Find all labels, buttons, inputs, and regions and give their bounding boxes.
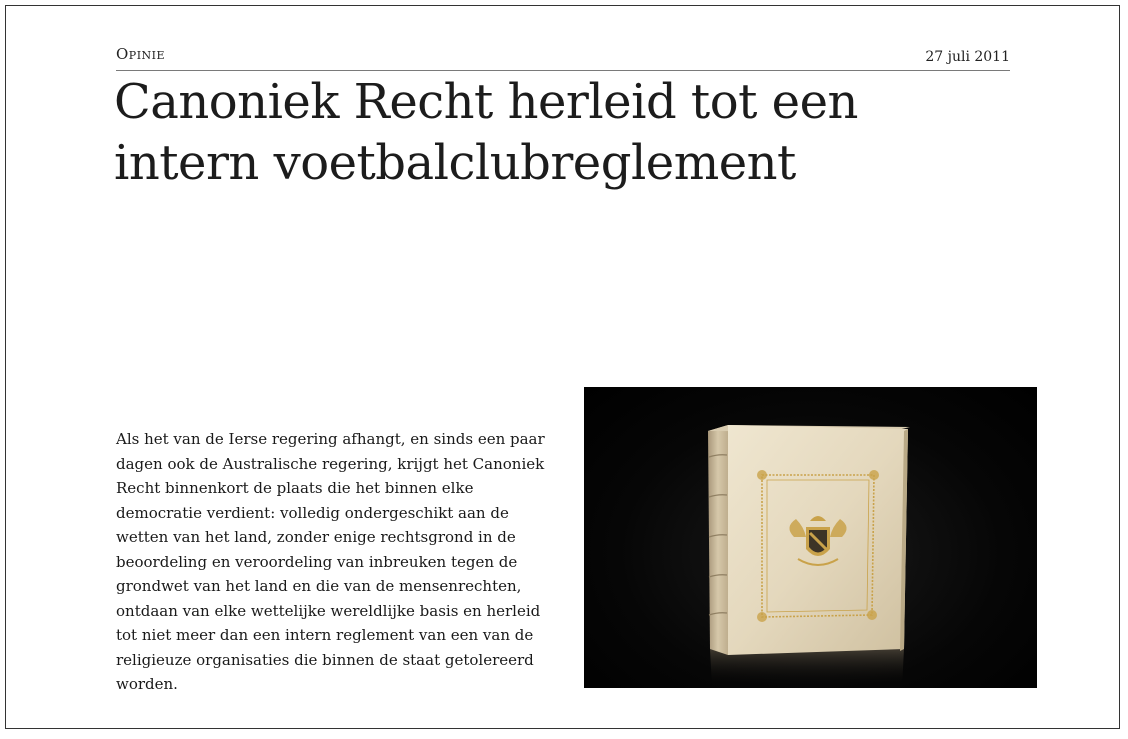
publication-date: 27 juli 2011 (925, 49, 1010, 65)
article-headline: Canoniek Recht herleid tot een intern voetbalclubreglement (114, 74, 858, 191)
section-label: Opinie (116, 45, 166, 63)
book-reflection (710, 649, 904, 687)
book-illustration (584, 387, 1037, 688)
book-spine (708, 425, 728, 655)
book-cover (728, 425, 908, 655)
header-rule (116, 70, 1010, 71)
article-body: Als het van de Ierse regering afhangt, en sinds een paar dagen ook de Australische regering, krijgt het Canoniek Recht binnenkort de plaats die het binnen elke democratie verdient: volledig ondergeschikt aan de wetten van het land, zonder enige rechtsgrond in de beoordeling en veroordeling van inbreuken tegen de grondwet van het land en die van de mensenrechten, ontdaan van elke wettelijke wereldlijke basis en herleid tot niet meer dan een intern reglement van een van de religieuze organisaties die binnen de staat getolereerd worden. (116, 430, 545, 693)
article-photo (584, 387, 1037, 688)
